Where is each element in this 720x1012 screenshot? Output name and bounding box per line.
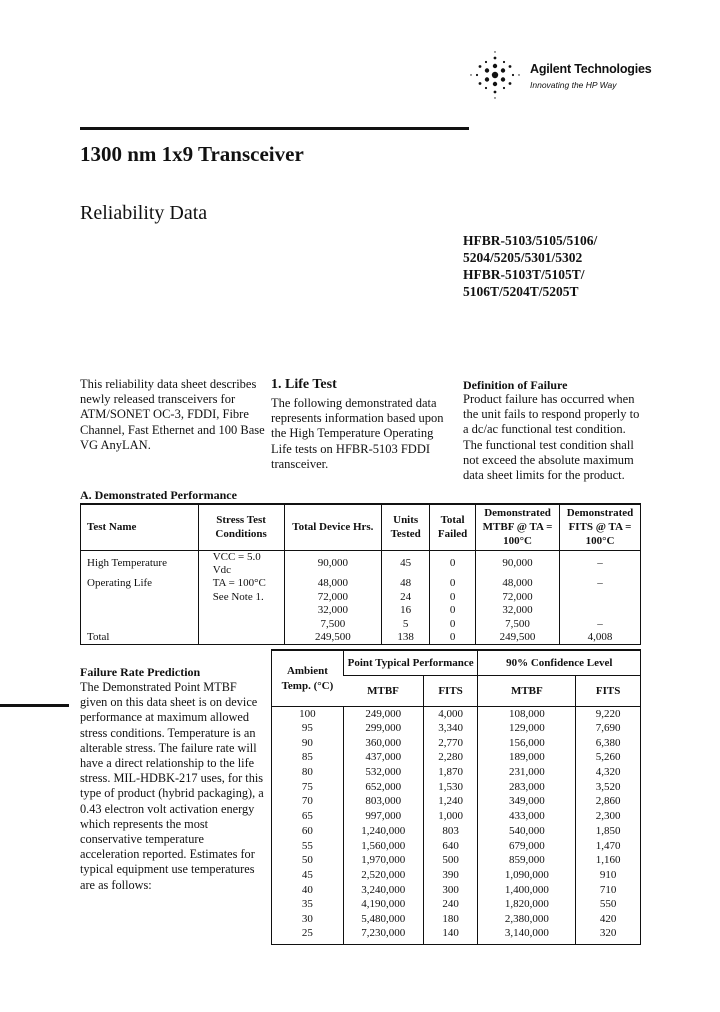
cell-cond: VCC = 5.0 Vdc [198,550,284,577]
cell-point-mtbf: 1,560,000 [343,839,423,854]
cell-failed: 0 [430,631,476,645]
cell-point-mtbf: 3,240,000 [343,883,423,898]
cell-conf-mtbf: 3,140,000 [478,927,576,945]
failure-rate-table [271,649,641,945]
col-header: Demonstrated MTBF @ TA = 100°C [476,504,560,550]
cell-conf-fits: 550 [576,897,641,912]
failure-rate-heading: Failure Rate Prediction [80,665,201,679]
cell-point-mtbf: 803,000 [343,795,423,810]
cell-point-fits: 1,870 [423,765,478,780]
cell-temp: 40 [301,883,313,896]
cell-temp: 80 [301,766,313,779]
cell-cond [198,618,284,632]
cell-conf-mtbf: 283,000 [478,780,576,795]
col-header: MTBF [343,676,423,707]
cell-units: 45 [382,550,430,577]
cell-conf-fits: 1,850 [576,824,641,839]
part-numbers [463,232,597,300]
cell-failed: 0 [430,618,476,632]
table-row [272,897,641,912]
cell-point-fits: 240 [423,897,478,912]
col-group-header: 90% Confidence Level [478,650,641,676]
col-group-header: Point Typical Performance [343,650,478,676]
cell-mtbf: 7,500 [476,618,560,632]
cell-cond: TA = 100°C [198,577,284,591]
cell-conf-fits: 320 [576,927,641,945]
cell-point-mtbf: 360,000 [343,736,423,751]
cell-fits: – [560,618,641,632]
cell-conf-fits: 1,470 [576,839,641,854]
part-number-line: HFBR-5103T/5105T/ [463,267,585,282]
cell-conf-fits: 2,860 [576,795,641,810]
cell-point-fits: 390 [423,868,478,883]
cell-conf-mtbf: 156,000 [478,736,576,751]
part-number-line: 5204/5205/5301/5302 [463,250,583,265]
company-name: Agilent Technologies [530,62,652,76]
cell-conf-mtbf: 129,000 [478,721,576,736]
cell-conf-mtbf: 349,000 [478,795,576,810]
cell-temp: 45 [301,868,313,881]
col-header: Units Tested [382,504,430,550]
cell-point-fits: 300 [423,883,478,898]
cell-conf-fits: 9,220 [576,707,641,722]
table-row [272,780,641,795]
cell-temp: 65 [301,810,313,823]
cell-units: 138 [382,631,430,645]
cell-point-fits: 2,770 [423,736,478,751]
cell-failed: 0 [430,577,476,591]
cell-point-mtbf: 532,000 [343,765,423,780]
cell-point-mtbf: 7,230,000 [343,927,423,945]
cell-conf-fits: 7,690 [576,721,641,736]
table-row [81,631,641,645]
cell-point-fits: 1,000 [423,809,478,824]
cell-point-mtbf: 249,000 [343,707,423,722]
cell-conf-fits: 710 [576,883,641,898]
cell-point-mtbf: 4,190,000 [343,897,423,912]
cell-fits [560,604,641,618]
cell-name: Operating Life [87,576,153,589]
cell-temp: 35 [301,898,313,911]
cell-failed: 0 [430,550,476,577]
part-number-line: 5106T/5204T/5205T [463,284,579,299]
cell-temp: 50 [301,854,313,867]
cell-temp: 100 [299,707,316,720]
cell-conf-mtbf: 1,090,000 [478,868,576,883]
spark-logo-icon [466,50,524,100]
failure-definition-heading: Definition of Failure [463,378,568,392]
table-row [272,736,641,751]
cell-point-fits: 180 [423,912,478,927]
cell-temp: 90 [301,736,313,749]
cell-temp: 95 [301,722,313,735]
cell-conf-mtbf: 189,000 [478,751,576,766]
cell-point-mtbf: 652,000 [343,780,423,795]
cell-conf-mtbf: 1,820,000 [478,897,576,912]
cell-mtbf: 249,500 [476,631,560,645]
cell-conf-fits: 4,320 [576,765,641,780]
cell-hours: 72,000 [284,590,382,604]
cell-units: 16 [382,604,430,618]
cell-conf-fits: 3,520 [576,780,641,795]
table-row [272,853,641,868]
cell-point-fits: 2,280 [423,751,478,766]
cell-units: 24 [382,590,430,604]
cell-conf-mtbf: 1,400,000 [478,883,576,898]
cell-conf-fits: 910 [576,868,641,883]
col-header: FITS [576,676,641,707]
cell-conf-fits: 1,160 [576,853,641,868]
cell-point-fits: 3,340 [423,721,478,736]
cell-point-fits: 4,000 [423,707,478,722]
cell-point-fits: 1,240 [423,795,478,810]
cell-point-mtbf: 997,000 [343,809,423,824]
table-row [272,839,641,854]
cell-mtbf: 72,000 [476,590,560,604]
col-header: Total Device Hrs. [284,504,382,550]
cell-fits: – [560,577,641,591]
performance-caption: A. Demonstrated Performance [80,488,237,502]
cell-name [81,618,199,632]
cell-mtbf: 48,000 [476,577,560,591]
cell-conf-fits: 5,260 [576,751,641,766]
cell-point-fits: 1,530 [423,780,478,795]
col-header: Demonstrated FITS @ TA = 100°C [560,504,641,550]
cell-conf-fits: 6,380 [576,736,641,751]
cell-conf-fits: 420 [576,912,641,927]
cell-cond [198,604,284,618]
cell-fits: 4,008 [560,631,641,645]
cell-temp: 30 [301,912,313,925]
cell-conf-mtbf: 859,000 [478,853,576,868]
cell-fits: – [560,550,641,577]
table-row [272,751,641,766]
table-row [272,883,641,898]
cell-point-fits: 640 [423,839,478,854]
cell-temp: 25 [301,926,313,939]
cell-temp: 55 [301,839,313,852]
cell-hours: 249,500 [284,631,382,645]
margin-bar [0,704,69,707]
cell-point-mtbf: 2,520,000 [343,868,423,883]
life-test-paragraph: The following demonstrated data represents information based upon the High Temperature Operating Life tests on HFBR-5103 FDDI transceiver. [271,396,444,471]
cell-temp: 75 [301,780,313,793]
cell-point-mtbf: 299,000 [343,721,423,736]
col-header: MTBF [478,676,576,707]
cell-conf-mtbf: 231,000 [478,765,576,780]
life-test-heading: 1. Life Test [271,377,337,392]
cell-conf-mtbf: 2,380,000 [478,912,576,927]
intro-paragraph: This reliability data sheet describes newly released transceivers for ATM/SONET OC-3, FDDI, Fibre Channel, Fast Ethernet and 100 Base VG AnyLAN. [80,377,265,452]
cell-hours: 48,000 [284,577,382,591]
cell-conf-mtbf: 433,000 [478,809,576,824]
page-title: 1300 nm 1x9 Transceiver [80,142,304,166]
cell-conf-mtbf: 540,000 [478,824,576,839]
cell-name [81,590,199,604]
cell-conf-mtbf: 108,000 [478,707,576,722]
cell-mtbf: 90,000 [476,550,560,577]
table-row [272,795,641,810]
cell-conf-mtbf: 679,000 [478,839,576,854]
table-row [272,765,641,780]
cell-name: High Temperature [87,557,167,569]
table-row [272,868,641,883]
cell-mtbf: 32,000 [476,604,560,618]
cell-point-mtbf: 437,000 [343,751,423,766]
cell-point-fits: 500 [423,853,478,868]
title-rule [80,127,469,130]
cell-temp: 60 [301,824,313,837]
cell-point-mtbf: 5,480,000 [343,912,423,927]
cell-name: Total [87,631,110,644]
table-row [272,824,641,839]
cell-cond [198,631,284,645]
cell-fits [560,590,641,604]
cell-temp: 70 [301,795,313,808]
cell-failed: 0 [430,604,476,618]
cell-hours: 32,000 [284,604,382,618]
cell-hours: 90,000 [284,550,382,577]
table-row [81,618,641,632]
table-row [81,550,641,577]
part-number-line: HFBR-5103/5105/5106/ [463,233,598,248]
table-row [272,912,641,927]
table-row [81,604,641,618]
table-row [272,707,641,722]
col-header: Total Failed [430,504,476,550]
cell-name [81,604,199,618]
col-header: Ambient Temp. (°C) [272,650,344,707]
cell-failed: 0 [430,590,476,604]
cell-temp: 85 [301,751,313,764]
cell-point-fits: 140 [423,927,478,945]
table-row [272,809,641,824]
col-header: FITS [423,676,478,707]
cell-units: 5 [382,618,430,632]
cell-point-mtbf: 1,970,000 [343,853,423,868]
company-tagline: Innovating the HP Way [530,80,617,90]
table-row [81,577,641,591]
performance-table [80,503,641,645]
col-header: Stress Test Conditions [198,504,284,550]
table-row [272,721,641,736]
col-header: Test Name [81,504,199,550]
cell-hours: 7,500 [284,618,382,632]
cell-point-fits: 803 [423,824,478,839]
failure-rate-paragraph: The Demonstrated Point MTBF given on this data sheet is on device performance at maximum allowed stress conditions. Temperature is an alterable stress. The failure rate will have a direct relationship to the life stress. MIL-HDBK-217 uses, for this type of product (hybrid packaging), a 0.43 electron volt activation energy which represents the most conservative temperature acceleration reported. Estimates for typical equipment use temperatures are as follows: [80,680,264,892]
cell-cond: See Note 1. [198,590,284,604]
cell-point-mtbf: 1,240,000 [343,824,423,839]
cell-units: 48 [382,577,430,591]
cell-conf-fits: 2,300 [576,809,641,824]
failure-definition-paragraph: Product failure has occurred when the unit fails to respond properly to a dc/ac functional test condition. The functional test condition shall not exceed the absolute maximum data sheet limits for the product. [463,392,640,483]
table-row [272,927,641,945]
page-subtitle: Reliability Data [80,202,208,224]
table-row [81,590,641,604]
